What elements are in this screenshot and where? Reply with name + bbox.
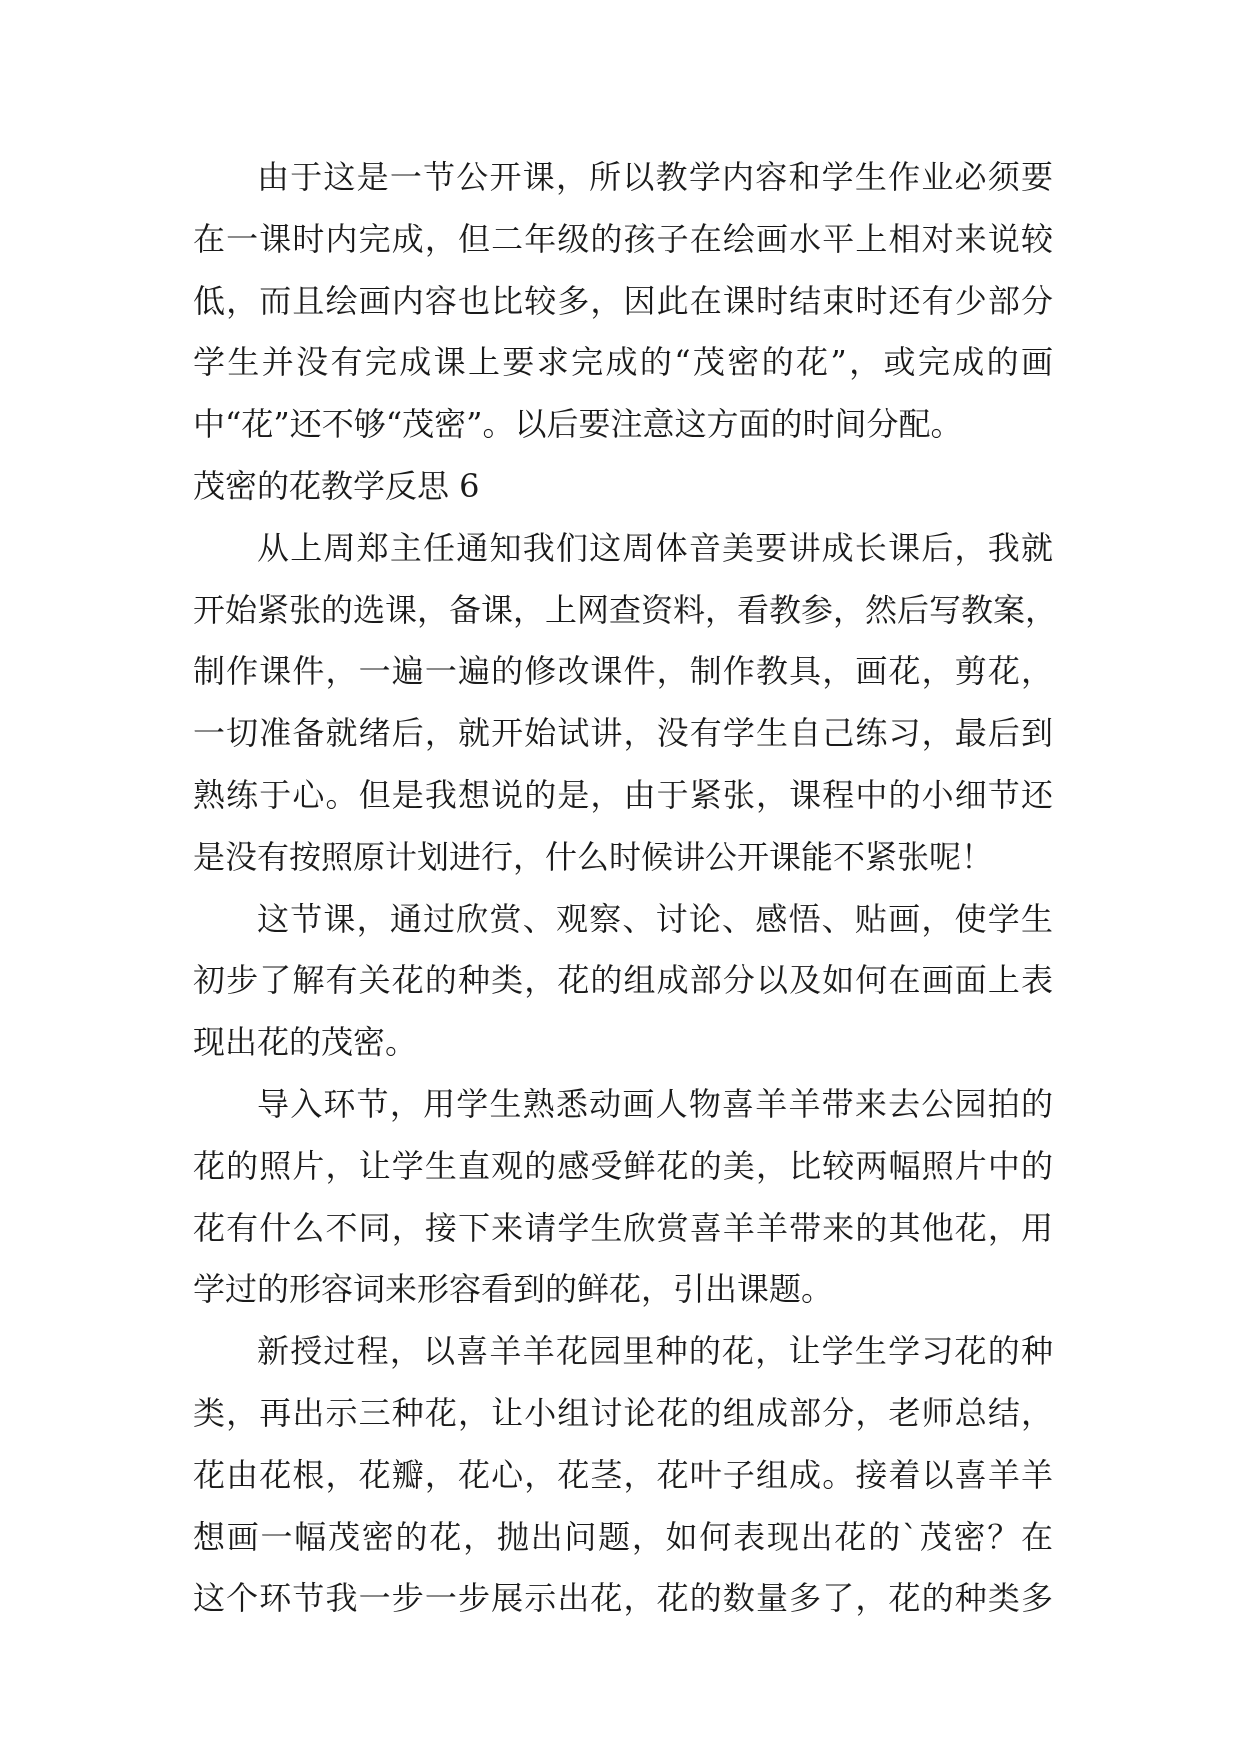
paragraph-line: 中“花”还不够“茂密”。以后要注意这方面的时间分配。 [193, 405, 963, 444]
paragraph-line: 这个环节我一步一步展示出花，花的数量多了，花的种类多 [193, 1579, 1053, 1618]
paragraph-line: 开始紧张的选课，备课，上网查资料，看教参，然后写教案， [193, 590, 1058, 629]
paragraph-line: 想画一幅茂密的花，抛出问题，如何表现出花的`茂密？在 [193, 1517, 1053, 1556]
paragraph-line: 熟练于心。但是我想说的是，由于紧张，课程中的小细节还 [193, 775, 1053, 814]
paragraph-line: 从上周郑主任通知我们这周体音美要讲成长课后，我就 [257, 528, 1053, 567]
paragraph-line: 由于这是一节公开课，所以教学内容和学生作业必须要 [257, 158, 1053, 196]
paragraph-line: 初步了解有关花的种类，花的组成部分以及如何在画面上表 [193, 961, 1053, 1000]
paragraph-line: 类，再出示三种花，让小组讨论花的组成部分，老师总结， [193, 1393, 1053, 1432]
paragraph-line: 学生并没有完成课上要求完成的“茂密的花”，或完成的画 [193, 343, 1053, 382]
paragraph-line: 花由花根，花瓣，花心，花茎，花叶子组成。接着以喜羊羊 [193, 1455, 1053, 1494]
paragraph-line: 花有什么不同，接下来请学生欣赏喜羊羊带来的其他花，用 [193, 1208, 1053, 1247]
paragraph-line: 花的照片，让学生直观的感受鲜花的美，比较两幅照片中的 [193, 1146, 1053, 1185]
paragraph-line: 在一课时内完成，但二年级的孩子在绘画水平上相对来说较 [193, 219, 1053, 258]
paragraph-line: 现出花的茂密。 [193, 1023, 418, 1062]
paragraph-line: 低，而且绘画内容也比较多，因此在课时结束时还有少部分 [193, 281, 1053, 320]
paragraph-line: 导入环节，用学生熟悉动画人物喜羊羊带来去公园拍的 [257, 1084, 1053, 1123]
document-body [193, 157, 1058, 1640]
paragraph-line: 这节课，通过欣赏、观察、讨论、感悟、贴画，使学生 [257, 899, 1053, 938]
paragraph-line: 学过的形容词来形容看到的鲜花，引出课题。 [193, 1270, 834, 1309]
paragraph-line: 新授过程，以喜羊羊花园里种的花，让学生学习花的种 [257, 1332, 1053, 1371]
paragraph-line: 是没有按照原计划进行，什么时候讲公开课能不紧张呢！ [193, 837, 994, 876]
paragraph-line: 制作课件，一遍一遍的修改课件，制作教具，画花，剪花， [193, 652, 1053, 691]
section-heading: 茂密的花教学反思 6 [193, 466, 480, 505]
paragraph-line: 一切准备就绪后，就开始试讲，没有学生自己练习，最后到 [193, 714, 1053, 753]
